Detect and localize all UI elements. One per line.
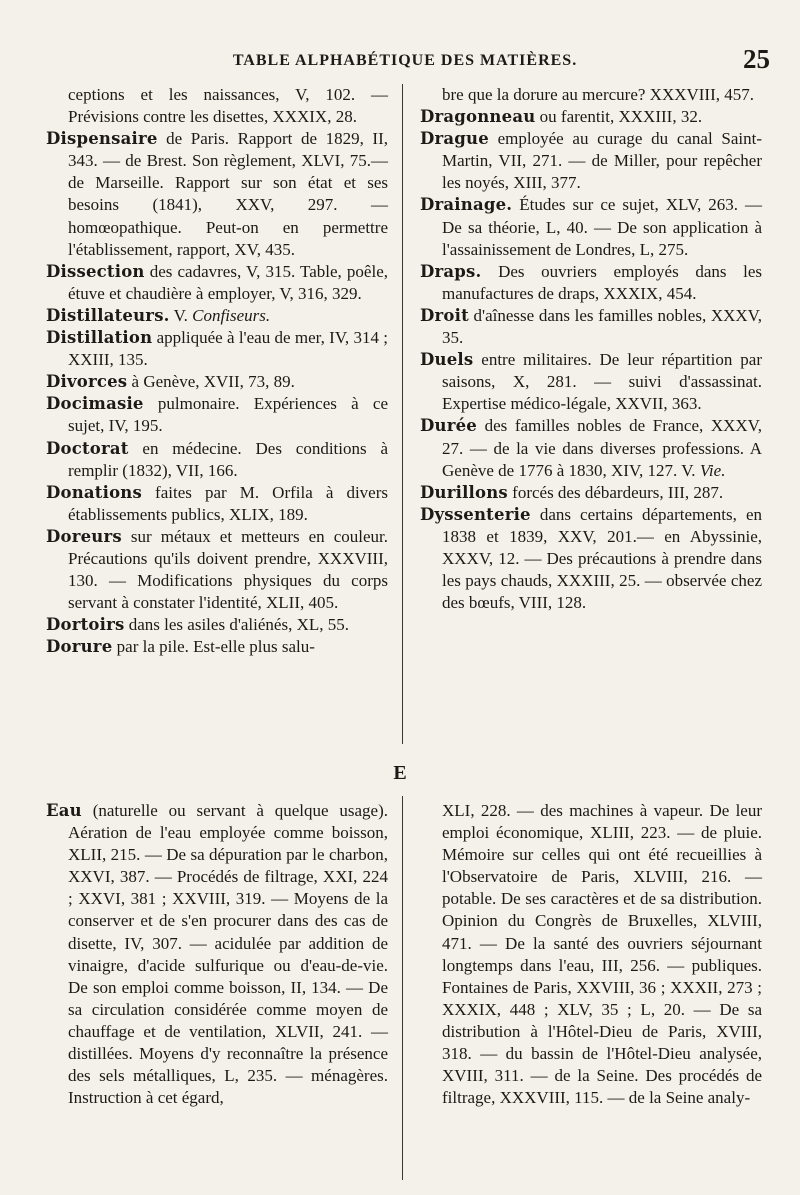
entry-headword: Dortoirs [46, 615, 125, 635]
entry-text: ou farentit, XXXIII, 32. [535, 107, 703, 127]
top-left-column [46, 84, 388, 658]
entry-headword: Doctorat [46, 438, 129, 458]
entry-headword: Donations [46, 482, 142, 502]
entry-text: sur métaux et metteurs en couleur. Précautions qu'ils doivent prendre, XXXVIII, 130. — Modifications physiques du corps servant à constater l'identité, XLII, 405. [68, 526, 388, 613]
entry-text: pulmonaire. Expériences à ce sujet, IV, 195. [68, 394, 388, 436]
entry-text: employée au curage du canal Saint-Martin, VII, 271. — de Miller, pour repêcher les noyés, XIII, 377. [442, 129, 762, 193]
entry-headword: Draps. [420, 261, 482, 281]
index-entry [46, 482, 388, 526]
index-entry-continuation [420, 800, 762, 1109]
entry-headword: Dragonneau [420, 107, 536, 127]
entry-text: à Genève, XVII, 73, 89. [127, 372, 295, 392]
index-entry [420, 504, 762, 614]
entry-text: en médecine. Des conditions à remplir (1832), VII, 166. [68, 438, 388, 480]
index-entry [46, 305, 388, 327]
entry-headword: Doreurs [46, 526, 122, 546]
bottom-column-rule [402, 796, 403, 1180]
entry-text: forcés des débardeurs, III, 287. [507, 482, 724, 502]
index-entry [46, 371, 388, 393]
entry-headword: Durillons [420, 482, 508, 502]
entry-text: Études sur ce sujet, XLV, 263. — De sa théorie, L, 40. — De son application à l'assainissement de Londres, L, 275. [442, 195, 762, 259]
entry-headword: Dissection [46, 261, 145, 281]
entry-text: appliquée à l'eau de mer, IV, 314 ; XXIII, 135. [68, 328, 388, 370]
index-entry [46, 438, 388, 482]
entry-headword: Duels [420, 350, 474, 370]
entry-text: V. [169, 305, 193, 325]
running-head [40, 44, 770, 74]
entry-text: Des ouvriers employés dans les manufactures de draps, XXXIX, 454. [442, 261, 762, 303]
index-entry [420, 415, 762, 481]
index-entry [46, 526, 388, 614]
entry-text: faites par M. Orfila à divers établissements publics, XLIX, 189. [68, 482, 388, 524]
index-entry [46, 636, 388, 658]
entry-headword: Drainage. [420, 195, 513, 215]
index-entry [420, 106, 762, 128]
index-entry-continuation [46, 84, 388, 128]
running-head-title: TABLE ALPHABÉTIQUE DES MATIÈRES. [232, 52, 578, 69]
entry-headword: Divorces [46, 372, 128, 392]
bottom-right-column [420, 800, 762, 1109]
entry-text: entre militaires. De leur répartition par saisons, X, 281. — suivi d'assassinat. Expertise médico-légale, XXVII, 363. [442, 350, 762, 414]
entry-text: XLI, 228. — des machines à vapeur. De leur emploi économique, XLIII, 223. — de pluie. Mémoire sur celles qui ont été recueillies à l'Observatoire de Paris, XLVIII, 216. — potable. De ses caractères et de sa distribution. Opinion du Congrès de Bruxelles, XLVIII, 471. — De la santé des ouvriers séjournant longtemps dans l'eau, III, 256. — publiques. Fontaines de Paris, XXVIII, 36 ; XXXII, 273 ; XXXIX, 448 ; XLV, 35 ; L, 20. — De sa distribution à l'Hôtel-Dieu de Paris, XVIII, 318. — du bassin de l'Hôtel-Dieu analysée, XVIII, 311. — de la Seine. Des procédés de filtrage, XXXVIII, 115. — de la Seine analy- [442, 801, 762, 1108]
page-number: 25 [743, 44, 770, 74]
entry-text: bre que la dorure au mercure? XXXVIII, 457. [442, 85, 755, 104]
entry-cross-reference: Vie. [699, 460, 726, 480]
entry-text: des familles nobles de France, XXXV, 27. — de la vie dans diverses professions. A Genève de 1776 à 1830, XIV, 127. V. [442, 416, 762, 480]
entry-headword: Durée [420, 416, 477, 436]
entry-text: des cadavres, V, 315. Table, poêle, étuve et chaudière à employer, V, 316, 329. [68, 261, 388, 303]
entry-headword: Eau [46, 801, 82, 820]
entry-text: ceptions et les naissances, V, 102. — Prévisions contre les disettes, XXXIX, 28. [68, 85, 388, 127]
entry-text: (naturelle ou servant à quelque usage). Aération de l'eau employée comme boisson, XLII, 215. — De sa dépuration par le charbon, XXVI, 387. — Procédés de filtrage, XXI, 224 ; XXVI, 381 ; XXVIII, 319. — Moyens de la conserver et de s'en procurer dans des cas de disette, IV, 307. — acidulée par addition de vinaigre, d'acide sulfurique ou d'eau-de-vie. De son emploi comme boisson, II, 134. — De sa circulation considérée comme moyen de chauffage et de ventilation, XLVII, 241. — distillées. Moyens d'y reconnaître la présence des sels métalliques, L, 235. — ménagères. Instruction à cet égard, [68, 801, 388, 1108]
top-right-column [420, 84, 762, 614]
entry-headword: Drague [420, 129, 489, 149]
entry-headword: Droit [420, 305, 469, 325]
entry-text: dans les asiles d'aliénés, XL, 55. [124, 615, 349, 635]
index-entry [420, 482, 762, 504]
top-column-rule [402, 84, 403, 744]
index-entry [420, 305, 762, 349]
index-entry [46, 614, 388, 636]
section-letter: E [393, 762, 407, 784]
index-entry [420, 128, 762, 194]
index-entry [420, 349, 762, 415]
entry-text: de Paris. Rapport de 1829, II, 343. — de Brest. Son règlement, XLVI, 75.— de Marseille. Rapport sur son état et ses besoins (1841), XXV, 297. — homœopathique. Peut-on en permettre l'établissement, rapport, XV, 435. [68, 129, 388, 259]
entry-cross-reference: Confiseurs. [192, 305, 271, 325]
entry-headword: Dorure [46, 637, 113, 657]
entry-text: par la pile. Est-elle plus salu- [112, 637, 315, 657]
entry-headword: Distillation [46, 328, 153, 348]
bottom-left-column [46, 800, 388, 1109]
index-entry-continuation [420, 84, 762, 106]
entry-text: dans certains départements, en 1838 et 1839, XXV, 201.— en Abyssinie, XXXV, 12. — Des précautions à prendre dans les pays chauds, XXXIII, 25. — observée chez des bœufs, VIII, 128. [442, 504, 762, 613]
entry-headword: Docimasie [46, 394, 144, 414]
entry-headword: Distillateurs. [46, 305, 170, 325]
entry-text: d'aînesse dans les familles nobles, XXXV, 35. [442, 305, 762, 348]
index-entry [46, 393, 388, 437]
index-entry [46, 261, 388, 305]
index-entry [46, 800, 388, 1109]
index-entry [46, 327, 388, 371]
index-entry [420, 194, 762, 260]
index-entry [420, 261, 762, 305]
entry-headword: Dyssenterie [420, 504, 531, 524]
index-entry [46, 128, 388, 261]
entry-headword: Dispensaire [46, 129, 158, 149]
